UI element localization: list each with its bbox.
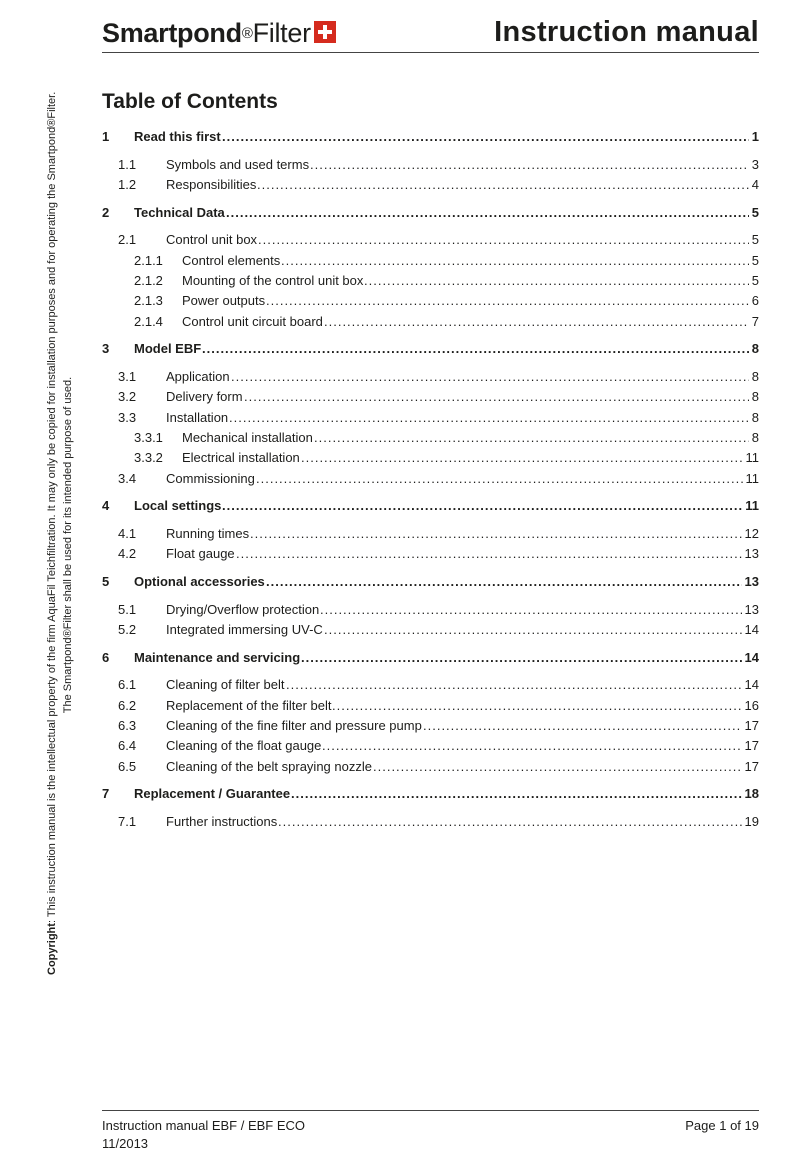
copyright-side-note [44, 91, 76, 975]
toc-entry-number: 3.3 [118, 409, 137, 425]
toc-entry-page: 17 [744, 717, 759, 733]
toc-entry[interactable] [102, 497, 759, 515]
toc-entry[interactable] [102, 621, 759, 639]
table-of-contents [102, 0, 759, 1165]
toc-entry[interactable] [102, 601, 759, 619]
toc-entry-title: Model EBF [134, 341, 202, 357]
toc-leader-dots [373, 758, 742, 776]
registered-mark: ® [241, 25, 253, 42]
toc-entry-page: 13 [744, 573, 759, 589]
toc-leader-dots [320, 601, 742, 619]
toc-entry-page: 11 [745, 498, 759, 514]
toc-entry-number: 6 [102, 649, 110, 665]
toc-entry[interactable] [102, 470, 759, 488]
toc-entry[interactable] [102, 272, 759, 290]
toc-entry-page: 8 [751, 429, 759, 445]
toc-entry-page: 6 [751, 293, 759, 309]
toc-leader-dots [266, 573, 742, 591]
toc-entry[interactable] [102, 340, 759, 358]
toc-entry-number: 1.1 [118, 156, 137, 172]
toc-entry-title: Technical Data [134, 204, 225, 220]
toc-leader-dots [286, 676, 742, 694]
toc-entry[interactable] [102, 176, 759, 194]
toc-entry-page: 5 [751, 273, 759, 288]
toc-leader-dots [423, 717, 742, 735]
toc-entry-number: 6.2 [118, 697, 137, 713]
toc-heading: Table of Contents [102, 90, 278, 113]
toc-leader-dots [281, 252, 749, 270]
toc-entry-number: 2 [102, 204, 110, 220]
toc-entry-page: 18 [744, 786, 759, 802]
toc-entry[interactable] [102, 292, 759, 310]
toc-leader-dots [226, 204, 749, 222]
toc-entry-title: Electrical installation [182, 450, 300, 466]
toc-entry-page: 8 [751, 389, 759, 405]
toc-entry-title: Mechanical installation [182, 429, 313, 445]
toc-leader-dots [301, 449, 743, 467]
toc-entry-title: Control elements [182, 252, 281, 268]
toc-leader-dots [231, 368, 749, 386]
toc-entry[interactable] [102, 128, 759, 146]
toc-entry[interactable] [102, 388, 759, 406]
toc-leader-dots [244, 388, 749, 406]
toc-entry-number: 3.3.1 [134, 429, 163, 445]
toc-leader-dots [364, 272, 749, 290]
toc-entry-page: 5 [751, 232, 759, 248]
toc-entry-page: 14 [744, 621, 759, 637]
document-title: Instruction manual [494, 16, 759, 48]
toc-entry[interactable] [102, 717, 759, 735]
toc-entry-page: 8 [751, 341, 759, 357]
brand-name-bold: Smartpond [102, 18, 242, 48]
toc-entry[interactable] [102, 737, 759, 755]
toc-entry-page: 8 [751, 369, 759, 384]
toc-entry-title: Control unit box [166, 232, 258, 248]
toc-entry-title: Cleaning of the fine filter and pressure pump [166, 717, 422, 733]
toc-leader-dots [202, 340, 749, 358]
toc-entry-number: 4.1 [118, 525, 137, 541]
toc-entry-number: 4 [102, 498, 110, 514]
toc-leader-dots [250, 525, 742, 543]
toc-entry-number: 2.1 [118, 232, 137, 248]
toc-entry[interactable] [102, 573, 759, 591]
toc-entry-number: 3.3.2 [134, 450, 163, 466]
toc-entry[interactable] [102, 449, 759, 467]
toc-entry-page: 5 [751, 252, 759, 268]
toc-entry-title: Symbols and used terms [166, 156, 310, 172]
toc-entry-page: 7 [751, 313, 759, 329]
toc-entry[interactable] [102, 785, 759, 803]
toc-entry[interactable] [102, 231, 759, 249]
toc-entry-title: Float gauge [166, 546, 235, 562]
toc-leader-dots [278, 813, 742, 831]
toc-entry-title: Optional accessories [134, 573, 265, 589]
toc-entry-number: 3.1 [118, 369, 137, 384]
toc-entry[interactable] [102, 429, 759, 447]
toc-leader-dots [310, 156, 749, 174]
copyright-line-2: The Smartpond®Filter shall be used for its intended purpose of used. [62, 376, 74, 714]
footer-date: 11/2013 [102, 1136, 149, 1151]
toc-entry[interactable] [102, 676, 759, 694]
toc-entry-number: 5.1 [118, 601, 137, 617]
toc-entry-title: Commissioning [166, 470, 255, 486]
toc-entry-page: 11 [745, 450, 759, 466]
toc-entry-title: Running times [166, 525, 250, 541]
toc-leader-dots [301, 649, 742, 667]
toc-entry-number: 3 [102, 341, 110, 357]
toc-entry-title: Replacement / Guarantee [134, 786, 291, 802]
footer-document-name: Instruction manual EBF / EBF ECO [102, 1118, 306, 1133]
toc-leader-dots [256, 470, 743, 488]
toc-entry-title: Delivery form [166, 389, 243, 405]
toc-entry-number: 2.1.4 [134, 313, 163, 329]
toc-entry-title: Responsibilities [166, 177, 257, 192]
toc-entry-page: 8 [751, 409, 759, 425]
toc-entry[interactable] [102, 697, 759, 715]
toc-entry-number: 3.4 [118, 470, 137, 486]
toc-entry-number: 2.1.3 [134, 293, 163, 309]
toc-entry-title: Read this first [134, 129, 221, 144]
toc-entry-page: 12 [744, 525, 759, 541]
toc-entry-number: 6.4 [118, 738, 137, 754]
toc-entry-title: Maintenance and servicing [134, 649, 301, 665]
toc-leader-dots [314, 429, 749, 447]
toc-entry-title: Application [166, 369, 230, 384]
toc-entry-page: 13 [744, 601, 759, 617]
copyright-line-1 [44, 91, 60, 975]
toc-entry-title: Replacement of the filter belt [166, 697, 332, 713]
toc-entry-page: 3 [751, 156, 759, 172]
toc-entry-number: 6.5 [118, 758, 137, 774]
toc-entry-page: 17 [744, 738, 759, 754]
toc-entry-page: 4 [751, 177, 759, 192]
toc-entry[interactable] [102, 813, 759, 831]
toc-entry-number: 2.1.1 [134, 252, 163, 268]
toc-entry-number: 5.2 [118, 621, 137, 637]
toc-entry-title: Further instructions [166, 813, 278, 829]
toc-leader-dots [324, 313, 749, 331]
toc-entry-title: Power outputs [182, 293, 266, 309]
brand-name-filter: Filter [252, 18, 311, 48]
toc-entry-number: 7.1 [118, 813, 137, 829]
toc-leader-dots [332, 697, 742, 715]
toc-leader-dots [258, 231, 749, 249]
toc-entry[interactable] [102, 649, 759, 667]
toc-entry-page: 5 [751, 204, 759, 220]
toc-leader-dots [257, 176, 749, 194]
page-footer [102, 1110, 759, 1151]
toc-entry-title: Cleaning of the belt spraying nozzle [166, 758, 372, 774]
toc-entry-page: 19 [744, 813, 759, 829]
toc-entry-page: 14 [744, 677, 759, 693]
toc-leader-dots [266, 292, 749, 310]
toc-entry-number: 6.1 [118, 677, 137, 693]
toc-entry[interactable] [102, 758, 759, 776]
toc-leader-dots [222, 497, 742, 515]
toc-entry[interactable] [102, 156, 759, 174]
toc-entry-title: Installation [166, 409, 229, 425]
toc-leader-dots [222, 128, 749, 146]
toc-entry-page: 13 [744, 546, 759, 562]
toc-entry-title: Local settings [134, 498, 222, 514]
footer-page-number: Page 1 of 19 [685, 1118, 759, 1133]
toc-entry-page: 16 [744, 697, 759, 713]
toc-entry-number: 7 [102, 786, 110, 802]
toc-entry-page: 17 [744, 758, 759, 774]
toc-entry-number: 1.2 [118, 177, 137, 192]
toc-entry[interactable] [102, 525, 759, 543]
copyright-text: : This instruction manual is the intellectual property of the firm AquaFil Teichfiltration. It may only be copied for installation purposes and for operating the Smartpond®Filter. [46, 91, 58, 924]
toc-leader-dots [291, 785, 742, 803]
toc-entry-number: 3.2 [118, 389, 137, 405]
toc-entry-number: 4.2 [118, 546, 137, 562]
footer-left [102, 1117, 305, 1153]
toc-entry-title: Cleaning of filter belt [166, 677, 285, 693]
toc-leader-dots [236, 545, 742, 563]
toc-entry[interactable] [102, 409, 759, 427]
toc-entry[interactable] [102, 545, 759, 563]
toc-entry-number: 6.3 [118, 717, 137, 733]
toc-entry-title: Mounting of the control unit box [182, 273, 364, 288]
toc-entry-number: 5 [102, 573, 110, 589]
copyright-label: Copyright [46, 923, 58, 975]
toc-entry-title: Cleaning of the float gauge [166, 738, 322, 754]
toc-entry-page: 1 [751, 129, 759, 144]
toc-leader-dots [324, 621, 742, 639]
toc-leader-dots [229, 409, 749, 427]
toc-entry[interactable] [102, 313, 759, 331]
toc-entry-title: Integrated immersing UV-C [166, 621, 323, 637]
toc-entry-page: 11 [745, 470, 759, 486]
toc-leader-dots [322, 737, 742, 755]
toc-entry-title: Drying/Overflow protection [166, 601, 320, 617]
toc-entry-title: Control unit circuit board [182, 313, 323, 329]
toc-entry-number: 2.1.2 [134, 273, 163, 288]
toc-entry[interactable] [102, 252, 759, 270]
toc-entry-page: 14 [744, 649, 759, 665]
toc-entry[interactable] [102, 204, 759, 222]
toc-entry[interactable] [102, 368, 759, 386]
toc-entry-number: 1 [102, 129, 110, 144]
